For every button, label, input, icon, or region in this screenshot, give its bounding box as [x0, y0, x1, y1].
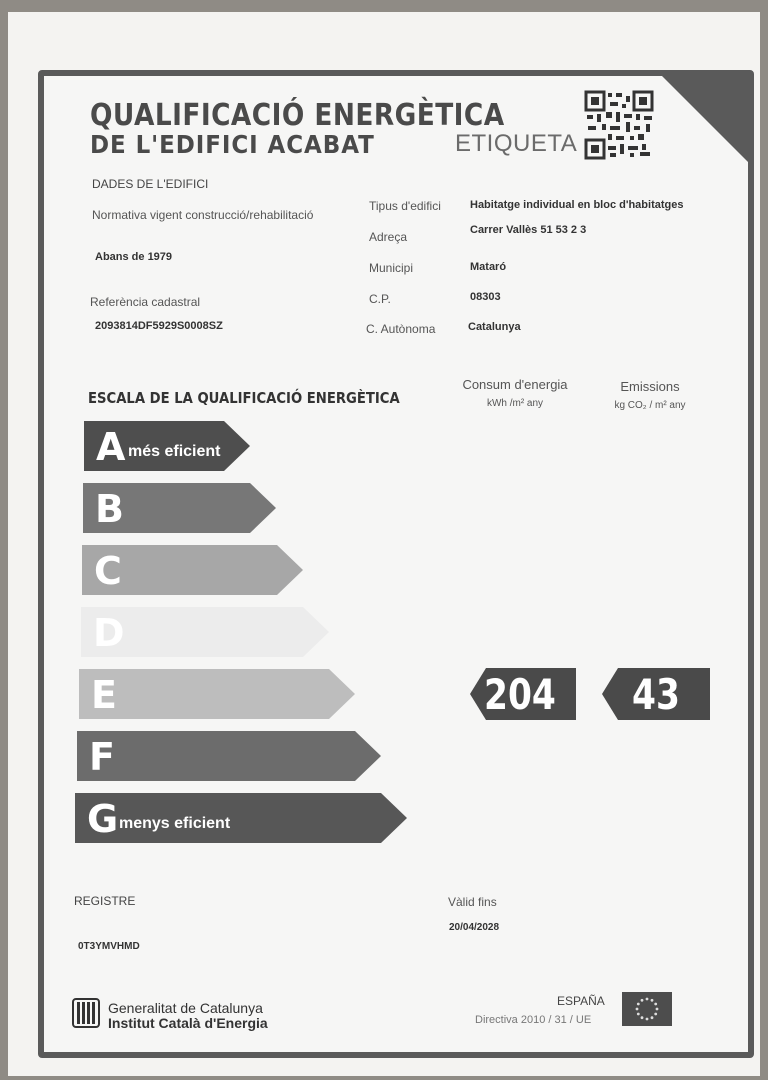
- rating-bar-a: [84, 421, 250, 471]
- valid-until-value: 20/04/2028: [449, 922, 500, 933]
- directive-label: Directiva 2010 / 31 / UE: [475, 1014, 592, 1026]
- field-label-municipality: Municipi: [369, 261, 414, 275]
- rating-letter: E: [91, 673, 117, 717]
- consumption-unit: kWh /m² any: [486, 398, 544, 409]
- rating-letter: C: [94, 549, 122, 593]
- field-value-address: Carrer Vallès 51 53 2 3: [470, 224, 587, 236]
- rating-bar-c: [82, 545, 303, 595]
- valid-until-label: Vàlid fins: [448, 895, 497, 909]
- generalitat-logo-icon: [72, 998, 100, 1028]
- rating-bar-b: [83, 483, 276, 533]
- field-label-building-type: Tipus d'edifici: [369, 199, 441, 213]
- emissions-marker: [602, 668, 710, 720]
- field-label-address: Adreça: [369, 230, 408, 244]
- rating-bar-arrow: [79, 669, 355, 719]
- rating-letter: D: [93, 611, 125, 655]
- registry-label: REGISTRE: [74, 894, 136, 908]
- regulation-value: Abans de 1979: [95, 251, 173, 263]
- rating-bar-e: [79, 669, 355, 719]
- field-label-postcode: C.P.: [369, 292, 391, 306]
- scale-title: ESCALA DE LA QUALIFICACIÓ ENERGÈTICA: [88, 389, 400, 407]
- building-section-label: DADES DE L'EDIFICI: [92, 177, 209, 191]
- country-label: ESPAÑA: [557, 994, 605, 1008]
- field-value-municipality: Mataró: [470, 261, 507, 273]
- regulation-label: Normativa vigent construcció/rehabilitació: [92, 208, 314, 222]
- rating-description: menys eficient: [119, 815, 231, 832]
- rating-letter: G: [87, 797, 119, 841]
- org-line-2: Institut Català d'Energia: [108, 1015, 268, 1031]
- consumption-value: 204: [484, 670, 556, 719]
- title-line-2: DE L'EDIFICI ACABAT: [90, 130, 375, 159]
- rating-description: més eficient: [128, 443, 221, 460]
- rating-bar-arrow: [77, 731, 381, 781]
- field-value-region: Catalunya: [468, 321, 521, 333]
- field-value-postcode: 08303: [470, 291, 501, 303]
- emissions-value: 43: [632, 670, 680, 719]
- label-type: ETIQUETA: [455, 130, 578, 157]
- field-value-building-type: Habitatge individual en bloc d'habitatges: [470, 199, 684, 211]
- frame-corner: [660, 74, 750, 164]
- registry-value: 0T3YMVHMD: [78, 941, 140, 952]
- rating-bar-d: [81, 607, 329, 657]
- consumption-header: Consum d'energia: [462, 377, 568, 392]
- eu-stars-icon: [622, 992, 672, 1026]
- rating-bar-g: [75, 793, 407, 843]
- rating-letter: F: [89, 735, 115, 779]
- field-label-region: C. Autònoma: [366, 322, 436, 336]
- org-line-1: Generalitat de Catalunya: [108, 1000, 263, 1016]
- emissions-header: Emissions: [620, 379, 680, 394]
- rating-letter: B: [95, 487, 124, 531]
- qr-code-icon[interactable]: [584, 90, 654, 160]
- rating-bar-f: [77, 731, 381, 781]
- rating-letter: A: [96, 425, 126, 469]
- title-line-1: QUALIFICACIÓ ENERGÈTICA: [90, 98, 505, 133]
- eu-flag-icon: [622, 992, 672, 1026]
- cadastral-value: 2093814DF5929S0008SZ: [95, 320, 223, 332]
- cadastral-label: Referència cadastral: [90, 295, 201, 309]
- emissions-unit: kg CO₂ / m² any: [614, 400, 686, 411]
- consumption-marker: [470, 668, 576, 720]
